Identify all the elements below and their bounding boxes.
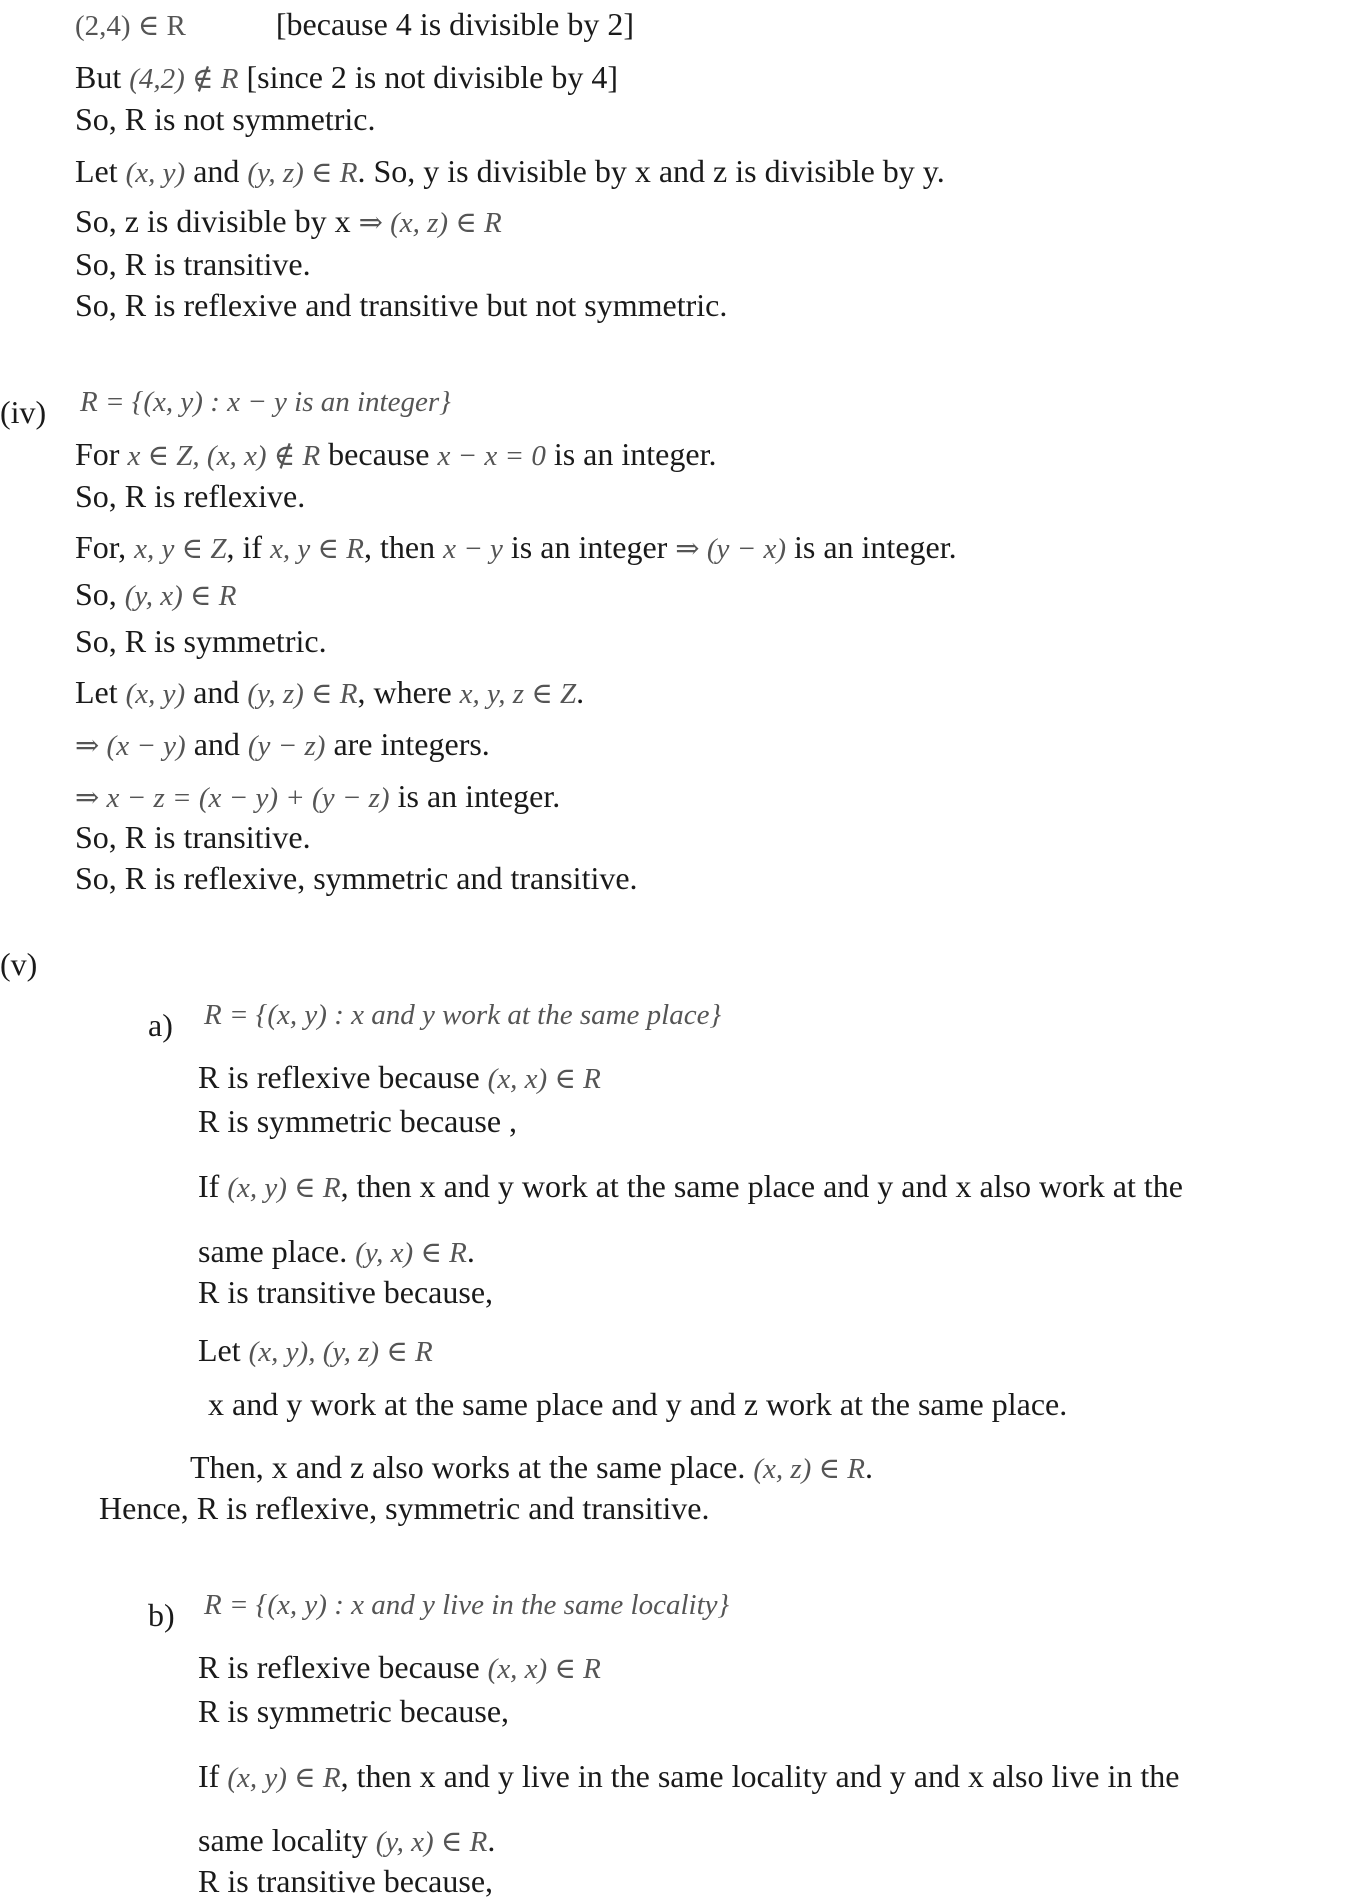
line-4-2-not-in-r: But (4,2) ∉ R [since 2 is not divisible by 4] (75, 59, 618, 95)
line-reflexive: So, R is reflexive. (75, 478, 306, 514)
line-b-symmetric: R is symmetric because, (198, 1693, 510, 1729)
line-for-xy-in-z: For, x, y ∈ Z, if x, y ∈ R, then x − y is an integer ⇒ (y − x) is an integer. (75, 529, 957, 565)
part-iv-label: (iv) (0, 394, 47, 430)
line-b-reflexive: R is reflexive because (x, x) ∈ R (198, 1649, 601, 1685)
line-b-if-xy: If (x, y) ∈ R, then x and y live in the same locality and y and x also live in the (198, 1758, 1180, 1794)
line-let-xyz: Let (x, y) and (y, z) ∈ R, where x, y, z ∈ Z. (75, 674, 585, 710)
line-b-transitive: R is transitive because, (198, 1863, 494, 1899)
line-so-yx-in-r: So, (y, x) ∈ R (75, 576, 237, 612)
part-v-b-definition: R = {(x, y) : x and y live in the same locality} (204, 1589, 730, 1621)
line-transitive-iv: So, R is transitive. (75, 819, 311, 855)
line-are-integers: ⇒ (x − y) and (y − z) are integers. (75, 726, 490, 762)
line-not-symmetric: So, R is not symmetric. (75, 101, 376, 137)
line-b-same-locality: same locality (y, x) ∈ R. (198, 1822, 496, 1858)
line-a-reflexive: R is reflexive because (x, x) ∈ R (198, 1059, 601, 1095)
line-a-same-place: same place. (y, x) ∈ R. (198, 1233, 475, 1269)
line-conclusion-iv: So, R is reflexive, symmetric and transitive. (75, 860, 638, 896)
part-iv-definition: R = {(x, y) : x − y is an integer} (80, 386, 451, 418)
part-v-a-definition: R = {(x, y) : x and y work at the same place} (204, 999, 722, 1031)
line-a-symmetric: R is symmetric because , (198, 1103, 518, 1139)
line-a-if-xy: If (x, y) ∈ R, then x and y work at the same place and y and x also work at the (198, 1168, 1183, 1204)
line-a-conclusion: Hence, R is reflexive, symmetric and transitive. (99, 1490, 710, 1526)
line-z-divisible-x: So, z is divisible by x ⇒ (x, z) ∈ R (75, 203, 502, 239)
line-transitive: So, R is transitive. (75, 246, 311, 282)
line-a-then: Then, x and z also works at the same place. (x, z) ∈ R. (190, 1449, 874, 1485)
line-conclusion-iii: So, R is reflexive and transitive but not symmetric. (75, 287, 728, 323)
line-2-4-in-r: (2,4) ∈ R [because 4 is divisible by 2] (75, 6, 635, 42)
line-let-xy-yz: Let (x, y) and (y, z) ∈ R. So, y is divisible by x and z is divisible by y. (75, 153, 945, 189)
part-v-label: (v) (0, 946, 38, 982)
part-v-a-label: a) (148, 1007, 173, 1043)
part-v-b-label: b) (148, 1597, 175, 1633)
line-x-minus-z: ⇒ x − z = (x − y) + (y − z) is an integer. (75, 778, 561, 814)
line-symmetric: So, R is symmetric. (75, 623, 327, 659)
line-a-transitive: R is transitive because, (198, 1274, 494, 1310)
line-for-x-in-z: For x ∈ Z, (x, x) ∉ R because x − x = 0 is an integer. (75, 436, 717, 472)
line-a-let: Let (x, y), (y, z) ∈ R (198, 1332, 433, 1368)
line-a-work-same-place: x and y work at the same place and y and z work at the same place. (208, 1386, 1068, 1422)
